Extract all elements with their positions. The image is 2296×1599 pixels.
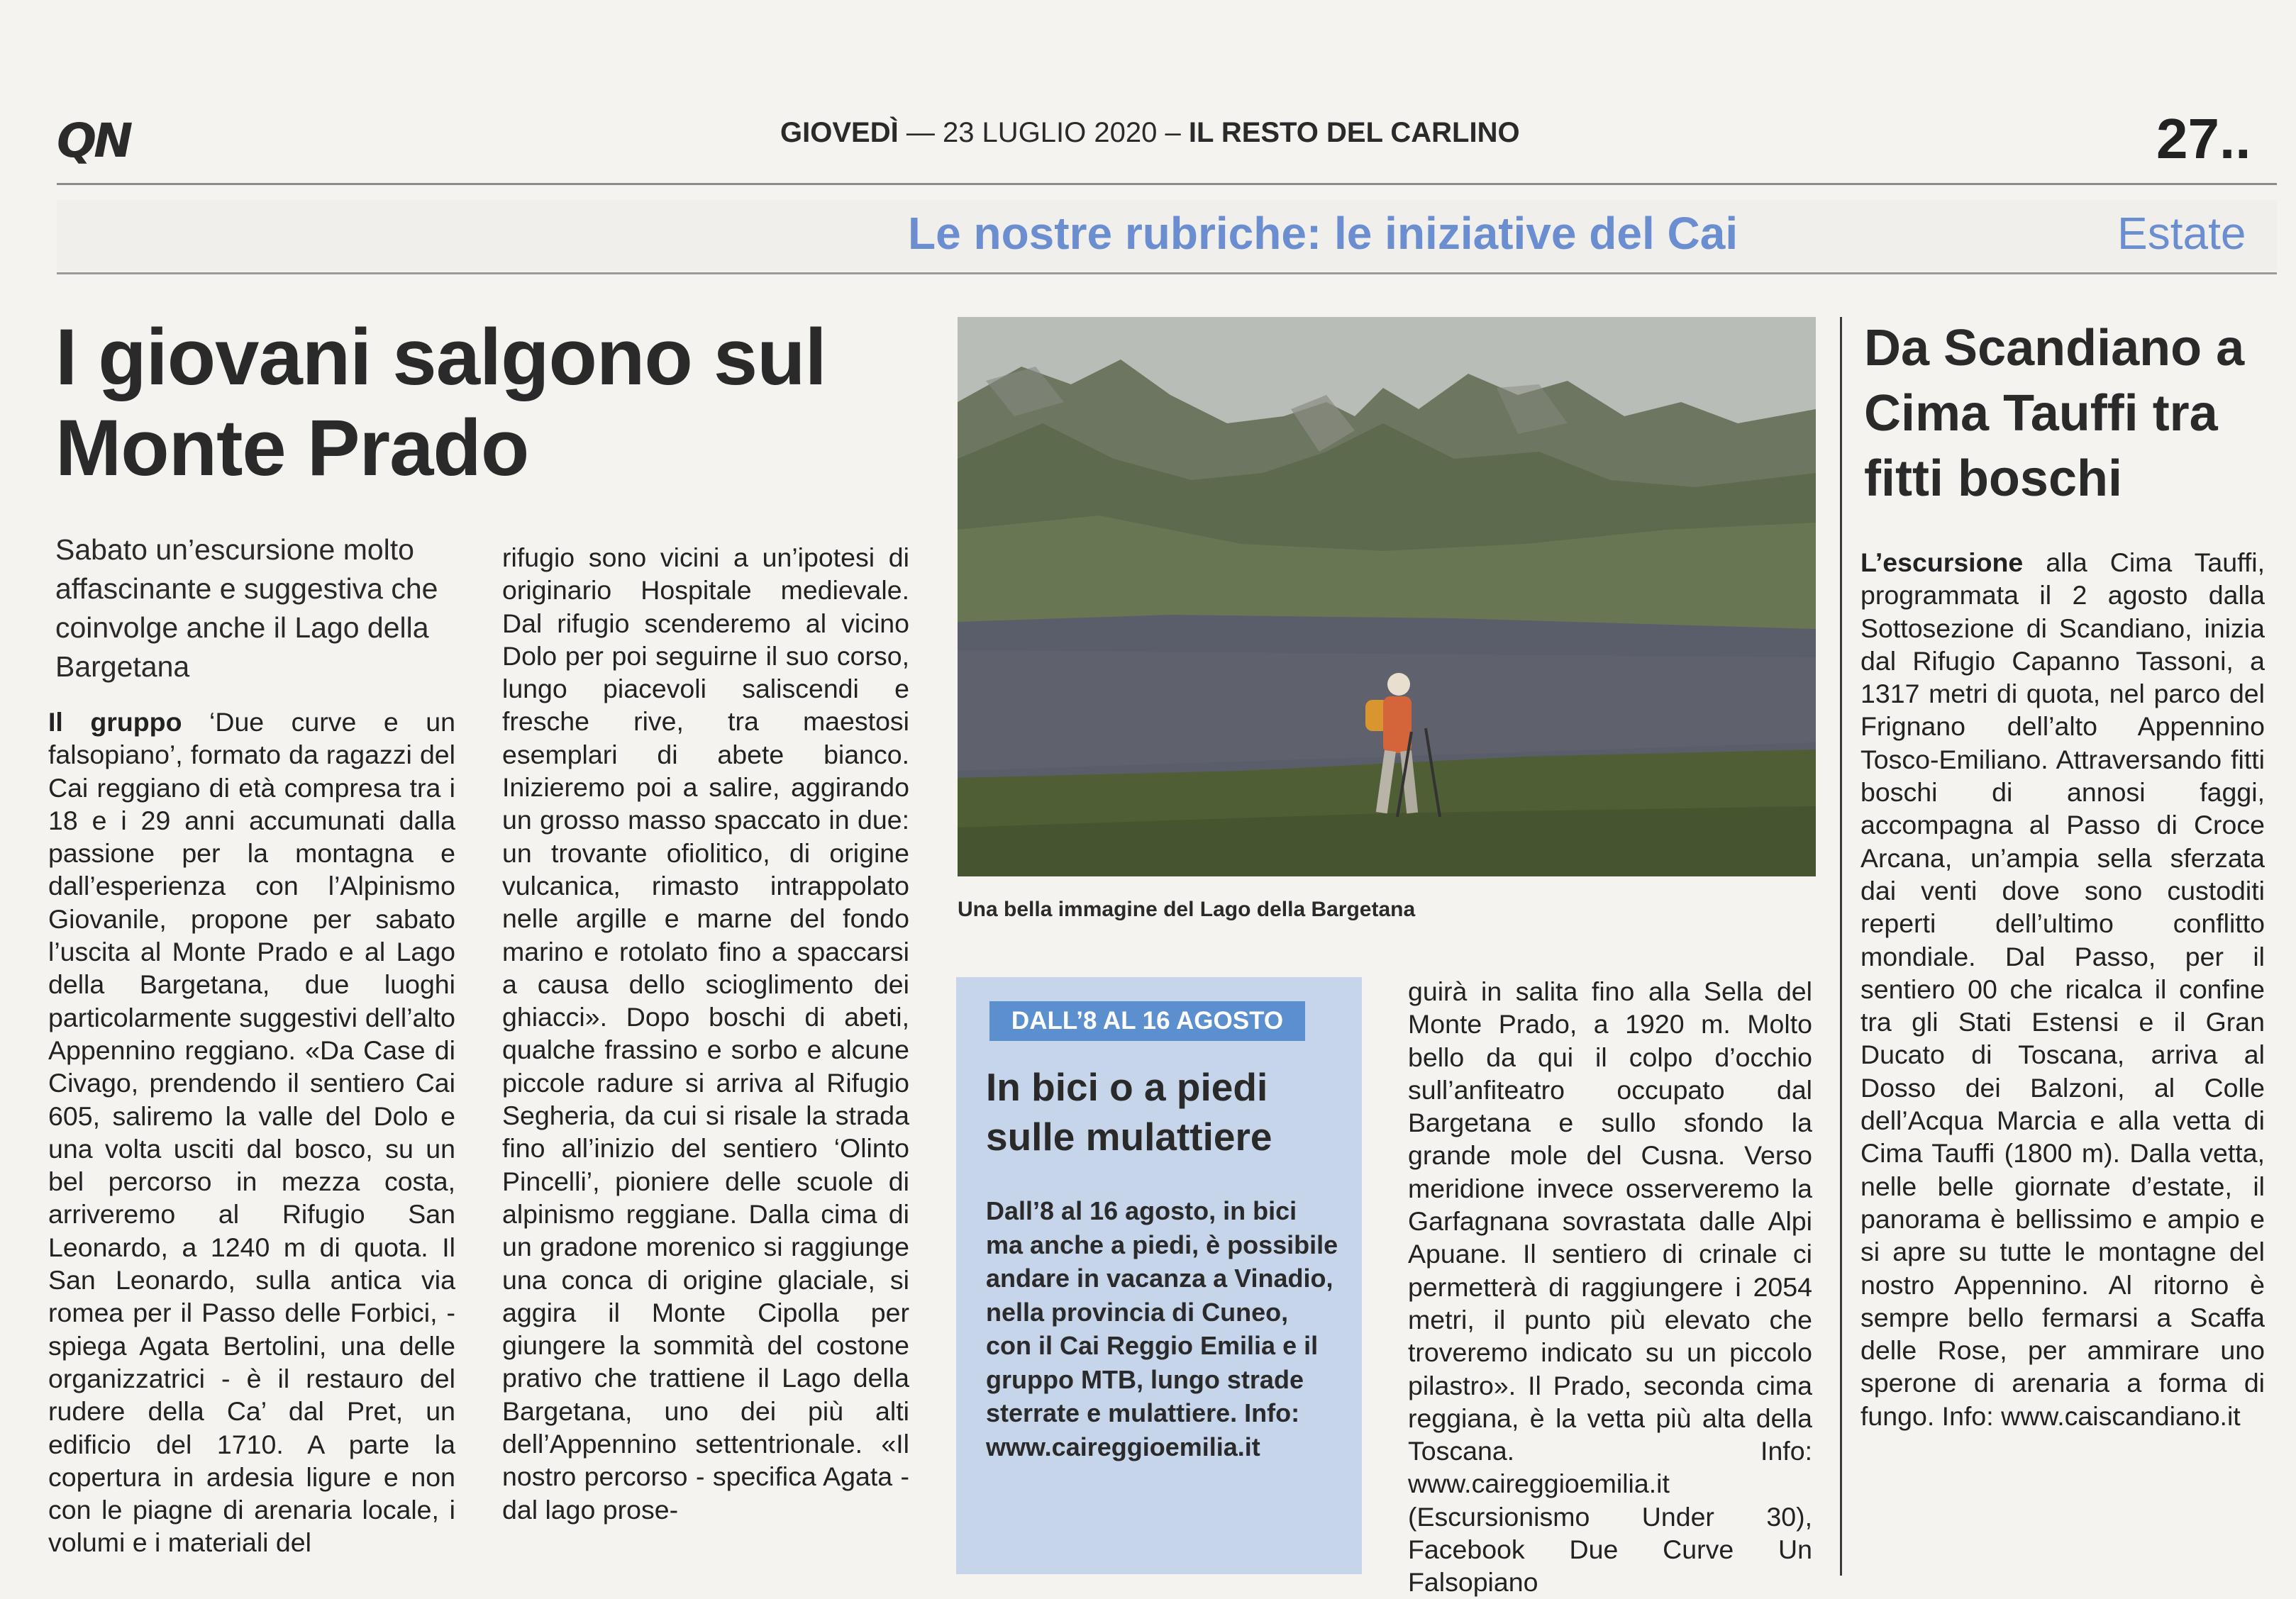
masthead-dateline [780,117,1560,160]
masthead-separator-2: – [1165,117,1181,148]
masthead-rule [57,183,2277,185]
masthead-day: GIOVEDÌ [780,117,899,148]
main-standfirst: Sabato un’escursione molto affascinante e suggestiva che coinvolge anche il Lago della Bargetana [55,533,438,683]
main-article-column-1 [48,706,455,1574]
qn-logo: QN [57,113,131,168]
main-article-column-3 [1408,975,1812,1598]
right-headline: Da Scandiano a Cima Tauffi tra fitti boschi [1864,320,2245,507]
lake-photo [958,317,1816,876]
main-column-3-text: guirà in salita fino alla Sella del Monte Prado, a 1920 m. Molto bello da qui il colpo d’occhio sull’anfiteatro occupato dal Bargetana e sullo sfondo la grande mole del Cusna. Verso meridione invece osserveremo la Garfagnana sovrastata dalle Alpi Apuane. Il sentiero di crinale ci permetterà di raggiungere i 2054 metri, il punto più elevato che troveremo indicato su un piccolo pilastro». Il Prado, seconda cima reggiana, è la vetta più alta della Toscana. Info: www.caireggioemilia.it (Escursionismo Under 30), Facebook Due Curve Un Falsopiano [1408,976,1812,1598]
main-article-column-2 [502,541,909,1573]
main-headline: I giovani salgono sul Monte Prado [55,313,826,492]
masthead-date: 23 LUGLIO 2020 [942,117,1158,148]
rubric-rule [57,272,2277,274]
sidebar-date-tag: DALL’8 AL 16 AGOSTO [989,1001,1305,1041]
rubric-section: Estate [2117,208,2246,259]
sidebar-body: Dall’8 al 16 agosto, in bici ma anche a piedi, è possibile andare in vacanza a Vinadio, nella provincia di Cuneo, con il Cai Reggio Emilia e il gruppo MTB, lungo strade sterrate e mulattiere. Info: www.caireggioemilia.it [986,1196,1338,1461]
lake-photo-illustration [958,317,1816,876]
masthead-separator-1: — [906,117,935,148]
main-lead-in: Il gruppo [48,707,182,737]
photo-caption: Una bella immagine del Lago della Bargetana [958,898,1416,921]
page-number: 27.. [2156,107,2251,170]
column-divider [1840,317,1842,1576]
main-column-2-text: rifugio sono vicini a un’ipotesi di originario Hospitale medievale. Dal rifugio scenderemo al vicino Dolo per poi seguirne il suo corso, lungo piacevoli saliscendi e fresche rive, tra maestosi esemplari di abete bianco. Inizieremo poi a salire, aggirando un grosso masso spaccato in due: un trovante ofiolitico, di origine vulcanica, rimasto intrappolato nelle argille e marne del fondo marino e rotolato fino a spaccarsi a causa dello scioglimento dei ghiacci». Dopo boschi di abeti, qualche frassino e sorbo e alcune piccole radure si arriva al Rifugio Segheria, da cui si risale la strada fino all’inizio del sentiero ‘Olinto Pincelli’, pioniere delle scuole di alpinismo reggiane. Dalla cima di un gradone morenico si raggiunge una conca di origine glaciale, si aggira il Monte Cipolla per giungere la sommità del costone prativo che trattiene il Lago della Bargetana, uno dei più alti dell’Appennino settentrionale. «Il nostro percorso - specifica Agata - dal lago prose- [502,542,909,1525]
sidebar-headline: In bici o a piedi sulle mulattiere [986,1065,1272,1159]
main-column-1-text: ‘Due curve e un falsopiano’, formato da ragazzi del Cai reggiano di età compresa tra i 18 e i 29 anni accumunati dalla passione per la montagna e dall’esperienza con l’Alpinismo Giovanile, propone per sabato l’uscita al Monte Prado e al Lago della Bargetana, due luoghi particolarmente suggestivi dell’alto Appennino reggiano. «Da Case di Civago, prendendo il sentiero Cai 605, saliremo la valle del Dolo e una volta usciti dal bosco, su un bel percorso in mezza costa, arriveremo al Rifugio San Leonardo, a 1240 m di quota. Il San Leonardo, sulla antica via romea per il Passo delle Forbici, - spiega Agata Bertolini, una delle organizzatrici - è il restauro del rudere della Ca’ dal Pret, un edificio del 1710. A parte la copertura in ardesia ligure e non con le piagne di arenaria locale, i volumi e i materiali del [48,707,455,1558]
rubric-title: Le nostre rubriche: le iniziative del Cai [908,208,1738,259]
right-article-body [1860,546,2265,1574]
right-article-text: alla Cima Tauffi, programmata il 2 agosto dalla Sottosezione di Scandiano, inizia dal Rifugio Capanno Tassoni, a 1317 metri di quota, nel parco del Frignano dell’alto Appennino Tosco-Emiliano. Attraversando fitti boschi di annosi faggi, accompagna al Passo di Croce Arcana, un’ampia sella sferzata dai venti dove sono custoditi reperti dell’ultimo conflitto mondiale. Dal Passo, per il sentiero 00 che ricalca il confine tra gli Stati Estensi e il Gran Ducato di Toscana, arriva al Dosso dei Balzoni, al Colle dell’Acqua Marcia e alla vetta di Cima Tauffi (1800 m). Dalla vetta, nelle belle giornate d’estate, il panorama è bellissimo e ampio e si apre su tutte le montagne del nostro Appennino. Al ritorno è sempre bello fermarsi a Scaffa delle Rose, per ammirare uno sperone di arenaria a forma di fungo. Info: www.caiscandiano.it [1860,547,2265,1431]
masthead-publication: IL RESTO DEL CARLINO [1188,117,1520,148]
right-lead-in: L’escursione [1860,547,2024,577]
